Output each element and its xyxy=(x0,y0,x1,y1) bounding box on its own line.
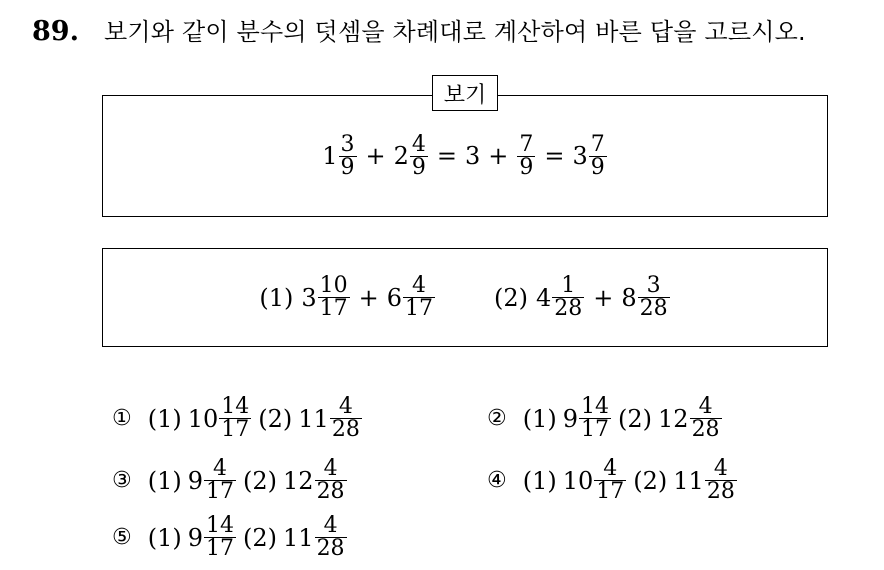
part-label: (1) xyxy=(147,404,182,433)
part-label: (2) xyxy=(243,466,278,495)
whole-part: 12 xyxy=(283,466,314,495)
operator: + xyxy=(593,283,614,312)
whole-part: 3 xyxy=(572,142,588,170)
question-text: 보기와 같이 분수의 덧셈을 차례대로 계산하여 바른 답을 고르시오. xyxy=(104,18,806,46)
fraction xyxy=(705,458,737,503)
whole-part: 11 xyxy=(283,523,314,552)
numerator: 4 xyxy=(713,456,728,481)
choice-1[interactable] xyxy=(112,396,363,441)
numerator: 4 xyxy=(412,273,426,298)
mixed-number xyxy=(572,131,608,180)
mixed-number xyxy=(188,396,253,441)
whole-part: 4 xyxy=(536,283,552,312)
operator: + xyxy=(488,142,509,170)
numerator: 4 xyxy=(338,394,353,419)
mixed-number xyxy=(563,396,612,441)
fraction xyxy=(204,515,236,560)
denominator: 17 xyxy=(596,479,625,504)
denominator: 17 xyxy=(405,296,433,321)
numerator: 4 xyxy=(603,456,618,481)
choice-3[interactable] xyxy=(112,458,348,503)
denominator: 28 xyxy=(706,479,735,504)
fraction xyxy=(204,458,236,503)
part-label: (2) xyxy=(618,404,653,433)
mixed-number xyxy=(536,275,585,320)
choice-2[interactable] xyxy=(487,396,723,441)
fraction xyxy=(690,396,722,441)
denominator: 9 xyxy=(340,154,355,180)
whole-part: 8 xyxy=(621,283,637,312)
mixed-number xyxy=(283,458,348,503)
mixed-number xyxy=(322,131,357,180)
example-tag: 보기 xyxy=(432,75,498,111)
numerator: 4 xyxy=(323,456,338,481)
operator: + xyxy=(358,283,379,312)
fraction xyxy=(330,396,362,441)
part-label: (1) xyxy=(522,466,557,495)
numerator: 1 xyxy=(561,273,576,298)
numerator: 4 xyxy=(411,131,426,157)
mixed-number xyxy=(563,458,628,503)
denominator: 28 xyxy=(691,417,720,442)
whole-part: 2 xyxy=(393,142,409,170)
part-label: (1) xyxy=(147,466,182,495)
fraction xyxy=(552,275,584,320)
denominator: 9 xyxy=(590,154,605,180)
choice-4[interactable] xyxy=(487,458,738,503)
denominator: 28 xyxy=(554,296,583,321)
problems-box xyxy=(102,248,828,347)
fraction xyxy=(579,396,611,441)
denominator: 17 xyxy=(319,296,348,321)
whole-part: 12 xyxy=(658,404,689,433)
denominator: 28 xyxy=(316,536,345,561)
mixed-number xyxy=(621,275,670,320)
question-number: 89. xyxy=(32,16,79,47)
operator: + xyxy=(365,142,386,170)
numerator: 14 xyxy=(581,394,610,419)
whole-part: 11 xyxy=(298,404,329,433)
mixed-number xyxy=(673,458,738,503)
numerator: 7 xyxy=(590,131,605,157)
fraction xyxy=(403,275,435,320)
mixed-number xyxy=(516,131,536,180)
choice-marker: ② xyxy=(487,406,507,431)
denominator: 17 xyxy=(581,417,610,442)
fraction xyxy=(589,131,607,180)
numerator: 10 xyxy=(319,273,348,298)
whole-part: 1 xyxy=(322,142,338,170)
fraction xyxy=(219,396,251,441)
choice-marker: ① xyxy=(112,406,132,431)
denominator: 9 xyxy=(411,154,426,180)
part-label: (2) xyxy=(243,523,278,552)
denominator: 28 xyxy=(316,479,345,504)
denominator: 17 xyxy=(206,479,235,504)
problem-label: (1) xyxy=(259,283,294,312)
numerator: 7 xyxy=(519,131,534,157)
part-label: (2) xyxy=(258,404,293,433)
denominator: 17 xyxy=(221,417,250,442)
whole-part: 3 xyxy=(465,142,481,170)
operator: = xyxy=(544,142,565,170)
example-box xyxy=(102,82,828,217)
whole-part: 9 xyxy=(562,404,579,433)
choice-5[interactable] xyxy=(112,515,348,560)
fraction xyxy=(318,275,350,320)
fraction xyxy=(594,458,626,503)
fraction xyxy=(517,131,535,180)
fraction xyxy=(339,131,357,180)
operator: = xyxy=(436,142,457,170)
numerator: 14 xyxy=(206,513,235,538)
question-header xyxy=(32,12,806,47)
numerator: 4 xyxy=(698,394,713,419)
part-label: (1) xyxy=(147,523,182,552)
part-label: (2) xyxy=(633,466,668,495)
choice-marker: ③ xyxy=(112,468,132,493)
mixed-number xyxy=(188,458,237,503)
mixed-number xyxy=(188,515,237,560)
mixed-number xyxy=(465,142,480,170)
mixed-number xyxy=(387,275,436,320)
mixed-number xyxy=(283,515,348,560)
whole-part: 9 xyxy=(187,523,204,552)
whole-part: 9 xyxy=(187,466,204,495)
whole-part: 6 xyxy=(386,283,402,312)
denominator: 28 xyxy=(639,296,668,321)
denominator: 9 xyxy=(519,154,534,180)
denominator: 28 xyxy=(331,417,360,442)
problem-label: (2) xyxy=(494,283,528,312)
problems-expression xyxy=(259,275,670,320)
part-label: (1) xyxy=(522,404,557,433)
denominator: 17 xyxy=(206,536,235,561)
numerator: 3 xyxy=(340,131,355,157)
whole-part: 10 xyxy=(187,404,219,433)
example-equation xyxy=(322,131,608,180)
fraction xyxy=(315,458,347,503)
fraction xyxy=(410,131,428,180)
mixed-number xyxy=(301,275,350,320)
fraction xyxy=(315,515,347,560)
numerator: 4 xyxy=(323,513,338,538)
numerator: 4 xyxy=(213,456,228,481)
mixed-number xyxy=(658,396,723,441)
mixed-number xyxy=(393,131,429,180)
whole-part: 3 xyxy=(301,283,317,312)
whole-part: 10 xyxy=(562,466,594,495)
mixed-number xyxy=(298,396,363,441)
fraction xyxy=(638,275,670,320)
choice-marker: ④ xyxy=(487,468,507,493)
numerator: 3 xyxy=(646,273,661,298)
numerator: 14 xyxy=(221,394,250,419)
choice-marker: ⑤ xyxy=(112,525,132,550)
whole-part: 11 xyxy=(673,466,704,495)
